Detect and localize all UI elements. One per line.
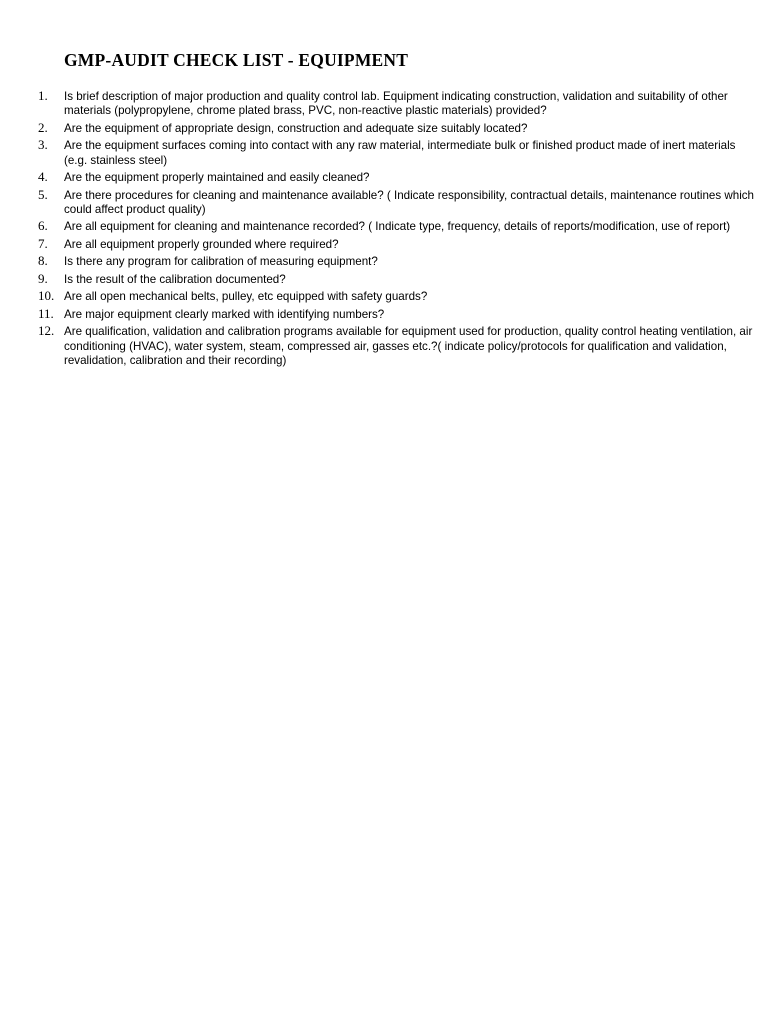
checklist-item: [36, 219, 754, 236]
item-number: 2.: [38, 119, 48, 135]
item-number: 6.: [38, 218, 48, 234]
item-number: 11.: [38, 305, 54, 321]
checklist-item: [36, 170, 754, 187]
item-number: 5.: [38, 186, 48, 202]
item-text: Are the equipment surfaces coming into contact with any raw material, intermediate bulk or finished product made of inert materials (e.g. stainless steel): [64, 139, 736, 167]
item-text: Are there procedures for cleaning and maintenance available? ( Indicate responsibility, contractual details, maintenance routines which could affect product quality): [64, 188, 755, 216]
item-text: Are the equipment properly maintained and easily cleaned?: [64, 171, 370, 185]
item-number: 1.: [38, 88, 48, 103]
item-number: 7.: [38, 235, 48, 251]
checklist-item: [36, 289, 754, 306]
item-text: Are all equipment properly grounded where required?: [64, 237, 339, 251]
checklist-item: [36, 272, 754, 289]
checklist-item: [36, 138, 754, 170]
item-text: Is brief description of major production and quality control lab. Equipment indicating construction, validation and suitability of other materials (polypropylene, chrome plated brass, PVC, non-reactive plastic materials) provided?: [64, 90, 728, 118]
item-number: 4.: [38, 169, 48, 185]
checklist-item: [36, 254, 754, 271]
item-text: Is the result of the calibration documented?: [64, 272, 286, 286]
checklist-item: [36, 188, 754, 220]
item-text: Are all equipment for cleaning and maintenance recorded? ( Indicate type, frequency, details of reports/modification, use of report): [64, 220, 731, 234]
item-number: 9.: [38, 270, 48, 286]
checklist: [36, 89, 754, 370]
document-title: GMP-AUDIT CHECK LIST - EQUIPMENT: [64, 50, 409, 70]
item-number: 12.: [38, 323, 55, 339]
item-text: Are qualification, validation and calibration programs available for equipment used for production, quality control heating ventilation, air conditioning (HVAC), water system, steam, compressed air, gasses etc.?( indicate policy/protocols for qualification and validation, revalidation, calibration and their recording): [64, 325, 753, 367]
item-text: Are major equipment clearly marked with identifying numbers?: [64, 307, 385, 321]
checklist-item: [36, 237, 754, 254]
item-text: Are the equipment of appropriate design, construction and adequate size suitably located?: [64, 121, 528, 135]
item-number: 8.: [38, 253, 48, 269]
item-text: Is there any program for calibration of measuring equipment?: [64, 255, 378, 269]
item-number: 10.: [38, 288, 55, 304]
item-number: 3.: [38, 137, 48, 153]
checklist-item: [36, 121, 754, 138]
checklist-item: [36, 89, 754, 121]
checklist-item: [36, 307, 754, 324]
checklist-item: [36, 324, 754, 370]
item-text: Are all open mechanical belts, pulley, etc equipped with safety guards?: [64, 290, 428, 304]
